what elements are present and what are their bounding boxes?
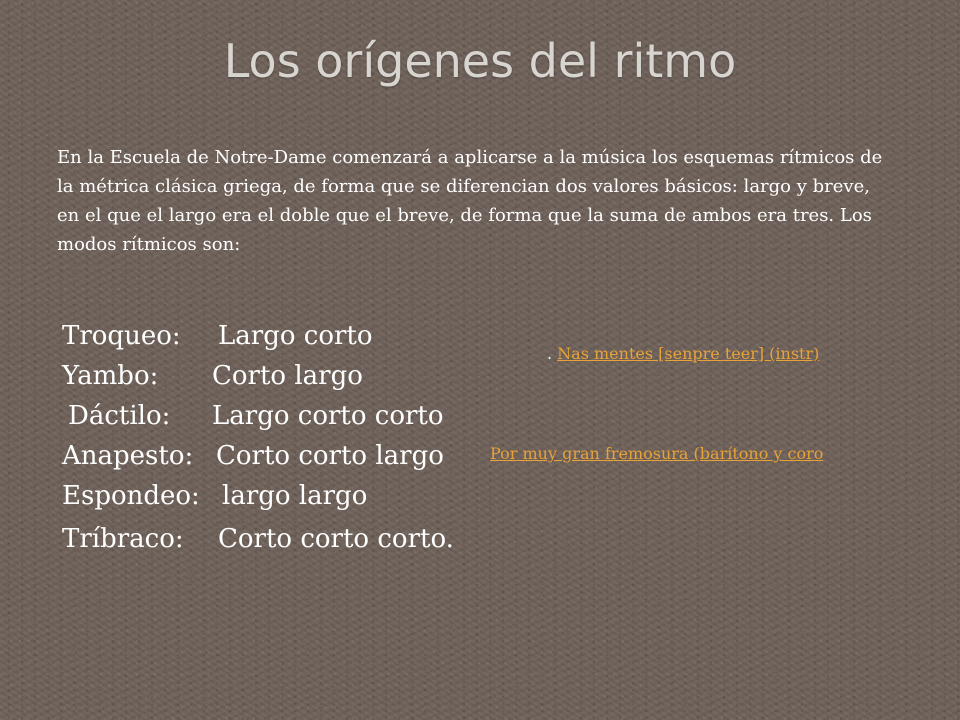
mode-row-troqueo [62, 316, 482, 356]
mode-name: Espondeo: [62, 481, 200, 511]
mode-row-espondeo [62, 476, 482, 516]
audio-link-por-muy-gran-fremosura[interactable]: Por muy gran fremosura (barítono y coro [490, 444, 824, 463]
mode-row-dactilo [62, 396, 482, 436]
mode-pattern: Corto corto largo [216, 441, 444, 471]
mode-row-tribraco [62, 519, 482, 559]
rhythmic-modes-list [62, 316, 482, 559]
mode-name: Anapesto: [62, 441, 194, 471]
mode-pattern: Largo corto [218, 321, 373, 351]
mode-pattern: Corto corto corto. [218, 524, 454, 554]
mode-row-yambo [62, 356, 482, 396]
mode-name: Tríbraco: [62, 524, 184, 554]
mode-row-anapesto [62, 436, 482, 476]
audio-link-nas-mentes[interactable]: Nas mentes [senpre teer] (instr) [557, 344, 820, 363]
mode-name: Dáctilo: [68, 401, 171, 431]
audio-link-row [490, 444, 823, 463]
mode-pattern: Largo corto corto [212, 401, 444, 431]
mode-pattern: largo largo [222, 481, 368, 511]
audio-link-row [547, 344, 819, 363]
mode-name: Yambo: [62, 361, 159, 391]
intro-paragraph: En la Escuela de Notre-Dame comenzará a aplicarse a la música los esquemas rítmicos de la métrica clásica griega, de forma que se diferencian dos valores básicos: largo y breve, en el que el largo era el doble que el breve, de forma que la suma de ambos era tres. Los modos rítmicos son: [57, 147, 883, 255]
link-prefix: . [547, 344, 558, 363]
slide-title: Los orígenes del ritmo [223, 34, 737, 88]
mode-pattern: Corto largo [212, 361, 363, 391]
mode-name: Troqueo: [62, 321, 181, 351]
